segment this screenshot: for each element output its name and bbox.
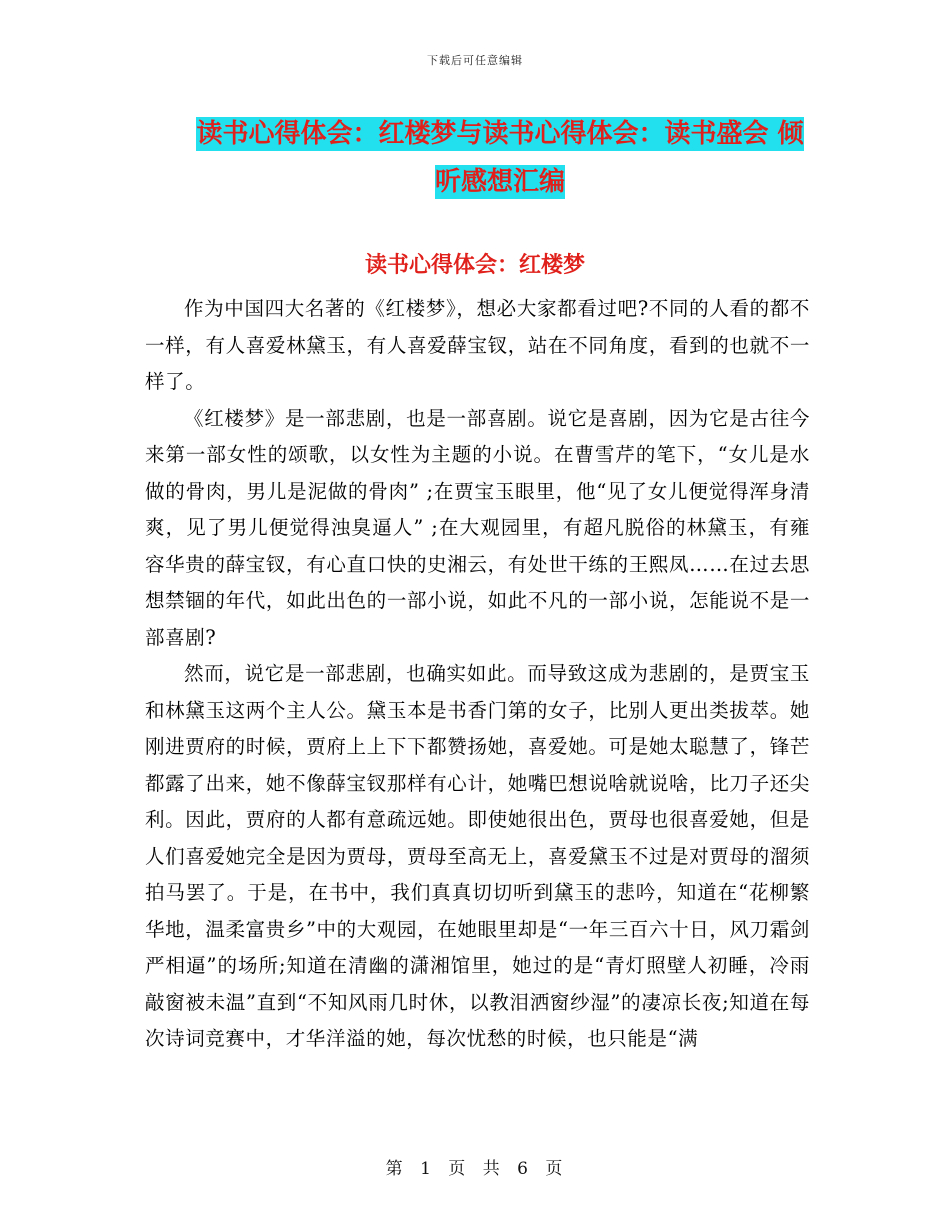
paragraph: 然而，说它是一部悲剧，也确实如此。而导致这成为悲剧的，是贾宝玉和林黛玉这两个主人公。黛玉本是书香门第的女子，比别人更出类拔萃。她刚进贾府的时候，贾府上上下下都赞扬她，喜爱她。可是她太聪慧了，锋芒都露了出来，她不像薛宝钗那样有心计，她嘴巴想说啥就说啥，比刀子还尖利。因此，贾府的人都有意疏远她。即使她很出色，贾母也很喜爱她，但是人们喜爱她完全是因为贾母，贾母至高无上，喜爱黛玉不过是对贾母的溜须拍马罢了。于是，在书中，我们真真切切听到黛玉的悲吟，知道在“花柳繁华地，温柔富贵乡”中的大观园，在她眼里却是“一年三百六十日，风刀霜剑严相逼”的场所;知道在清幽的潇湘馆里，她过的是“青灯照壁人初睡，冷雨敲窗被未温”直到“不知风雨几时休，以教泪洒窗纱湿”的凄凉长夜;知道在每次诗词竞赛中，才华洋溢的她，每次忧愁的时候，也只能是“满 [145, 662, 810, 1050]
header-note: 下载后可任意编辑 [427, 54, 523, 67]
page-number-current: 1 [420, 1159, 433, 1179]
footer-mid: 页 [448, 1159, 468, 1179]
document-title [185, 110, 815, 206]
document-title-text: 读书心得体会：红楼梦与读书心得体会：读书盛会 倾听感想汇编 [196, 119, 804, 197]
footer-suffix: 页 [545, 1159, 565, 1179]
paragraph: 《红楼梦》是一部悲剧，也是一部喜剧。说它是喜剧，因为它是古往今来第一部女性的颂歌，以女性为主题的小说。在曹雪芹的笔下，“女儿是水做的骨肉，男儿是泥做的骨肉” ;在贾宝玉眼里，他“见了女儿便觉得浑身清爽，见了男儿便觉得浊臭逼人” ;在大观园里，有超凡脱俗的林黛玉，有雍容华贵的薛宝钗，有心直口快的史湘云，有处世干练的王熙凤……在过去思想禁锢的年代，如此出色的一部小说，如此不凡的一部小说，怎能说不是一部喜剧? [145, 406, 810, 649]
body-text [145, 291, 810, 1058]
footer-prefix: 第 [385, 1159, 405, 1179]
paragraph: 作为中国四大名著的《红楼梦》，想必大家都看过吧?不同的人看的都不一样，有人喜爱林黛玉，有人喜爱薛宝钗，站在不同角度，看到的也就不一样了。 [145, 297, 810, 393]
section-title: 读书心得体会：红楼梦 [364, 253, 585, 278]
page-number-total: 6 [517, 1159, 530, 1179]
page-footer [0, 1154, 950, 1179]
footer-total-prefix: 共 [482, 1159, 502, 1179]
